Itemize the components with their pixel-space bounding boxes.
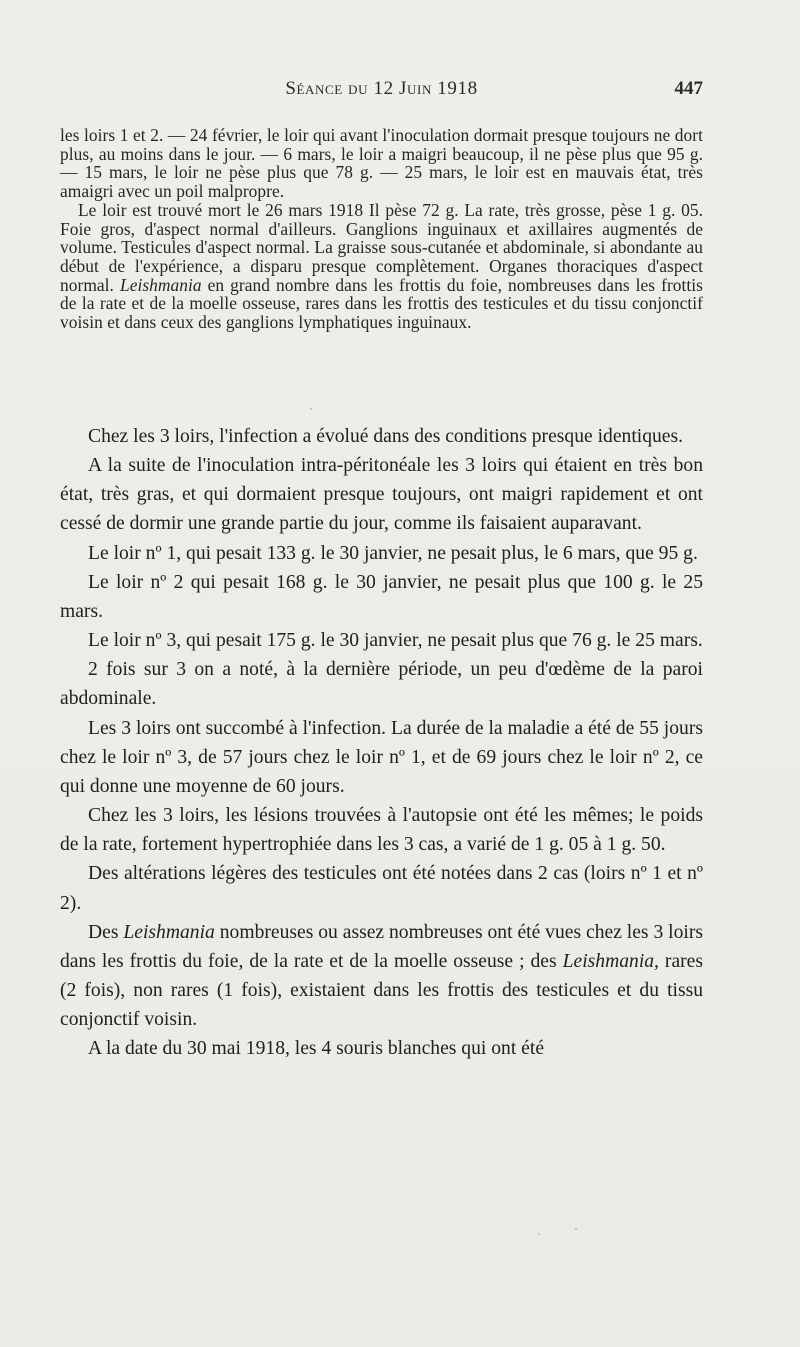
page-number: 447 xyxy=(674,78,703,99)
paragraph-3: Le loir nº 1, qui pesait 133 g. le 30 janvier, ne pesait plus, le 6 mars, que 95 g. xyxy=(88,542,698,564)
paragraph-5: Le loir nº 3, qui pesait 175 g. le 30 janvier, ne pesait plus que 76 g. le 25 mars. xyxy=(88,630,703,652)
paper-speck-1 xyxy=(538,1233,540,1235)
running-head: Séance du 12 Juin 1918 xyxy=(285,78,478,99)
small-paragraph-2 xyxy=(60,201,703,332)
leishmania-italic-2: Leishmania xyxy=(123,921,215,943)
paragraph-1: Chez les 3 loirs, l'infection a évolué dans des conditions presque identiques. xyxy=(88,426,684,447)
paragraph-8: Chez les 3 loirs, les lésions trouvées à l'autopsie ont été les mêmes; le poids de la rate, fortement hypertrophiée dans les 3 cas, a varié de 1 g. 05 à 1 g. 50. xyxy=(60,805,703,856)
paragraph-10-part-2: nombreuses ou assez nombreuses ont été vues chez les 3 loirs dans les frottis du foie, de la rate et de la moelle osseuse ; des xyxy=(60,921,703,972)
paragraph-6: 2 fois sur 3 on a noté, à la dernière période, un peu d'œdème de la paroi abdominale. xyxy=(60,659,703,710)
leishmania-italic-1: Leishmania xyxy=(119,274,202,295)
page-header xyxy=(60,78,703,104)
paragraph-2: A la suite de l'inoculation intra-péritonéale les 3 loirs qui étaient en très bon état, très gras, et qui dormaient presque toujours, ont maigri rapidement et ont cessé de dormir une grande partie du jour, comme ils faisaient auparavant. xyxy=(60,455,703,535)
paragraph-9: Des altérations légères des testicules ont été notées dans 2 cas (loirs nº 1 et nº 2). xyxy=(60,863,703,914)
paragraph-11: A la date du 30 mai 1918, les 4 souris blanches qui ont été xyxy=(88,1038,545,1060)
main-text xyxy=(60,422,703,1063)
small-paragraph-1: les loirs 1 et 2. — 24 février, le loir qui avant l'inoculation dormait presque toujours ne dort plus, au moins dans le jour. — 6 mars, le loir a maigri beaucoup, il ne pèse plus que 95 g. — 15 mars, le loir ne pèse plus que 78 g. — 25 mars, le loir est en mauvais état, très amaigri avec un poil malpropre. xyxy=(60,125,703,202)
paragraph-4: Le loir nº 2 qui pesait 168 g. le 30 janvier, ne pesait plus que 100 g. le 25 mars. xyxy=(60,571,703,622)
paragraph-7: Les 3 loirs ont succombé à l'infection. La durée de la maladie a été de 55 jours chez le loir nº 3, de 57 jours chez le loir nº 1, et de 69 jours chez le loir nº 2, ce qui donne une moyenne de 60 jours. xyxy=(60,717,703,797)
small-paragraph-2-after: en grand nombre dans les frottis du foie, nombreuses dans les frottis de la rate et de la moelle osseuse, rares dans les frottis des testicules et du tissu conjonctif voisin et dans ceux des ganglions lymphatiques inguinaux. xyxy=(60,274,704,333)
small-paragraph-2-before: Le loir est trouvé mort le 26 mars 1918 Il pèse 72 g. La rate, très grosse, pèse 1 g. 05. Foie gros, d'aspect normal d'ailleurs. Ganglions inguinaux et axillaires augmentés de volume. Testicules d'aspect normal. La graisse sous-cutanée et abdominale, si abondante au début de l'expérience, a disparu presque complètement. Organes thoraciques d'aspect normal. xyxy=(60,199,703,295)
paper-speck-2 xyxy=(575,1228,577,1230)
paper-speck-3 xyxy=(310,408,312,410)
leishmania-italic-3: Leishmania, xyxy=(562,950,659,972)
paragraph-10-part-1: Des xyxy=(88,921,124,943)
experiment-notes xyxy=(60,126,703,332)
paragraph-10 xyxy=(60,918,703,1035)
paragraph-10-part-3: rares (2 fois), non rares (1 fois), existaient dans les frottis des testicules et du tissu conjonctif voisin. xyxy=(60,950,703,1031)
